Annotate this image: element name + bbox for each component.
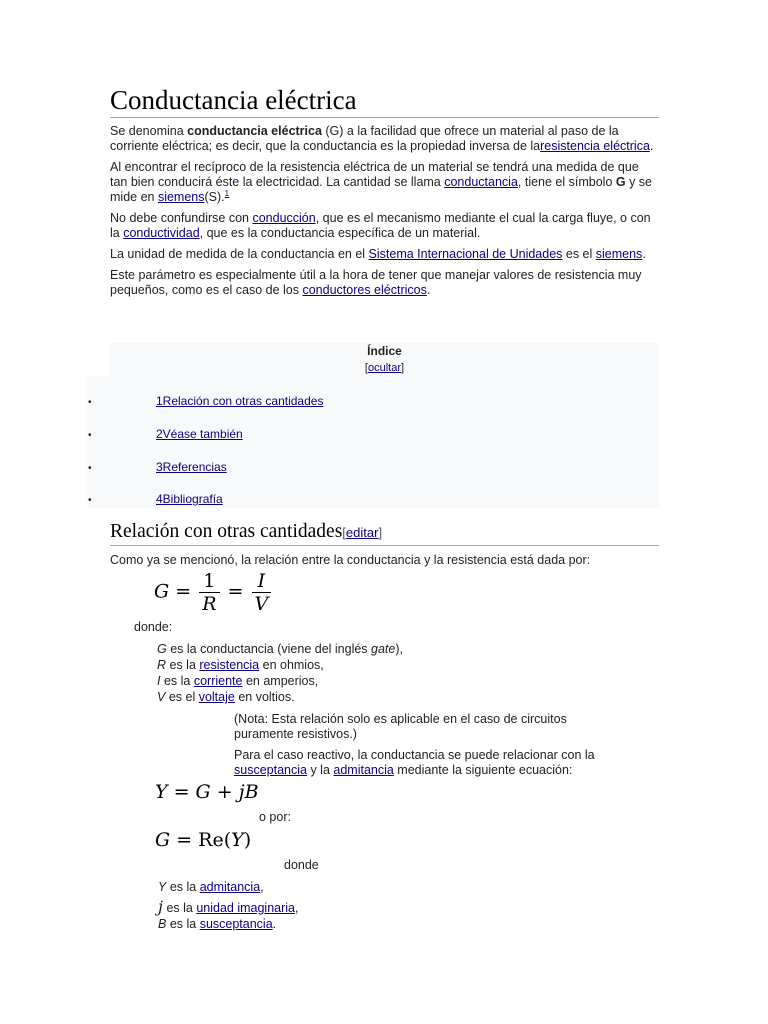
text: (G) a la facilidad que ofrece un material al paso de la corriente eléctrica; es decir, que la conductancia es la propiedad inversa de la [110, 124, 619, 153]
section-intro: Como ya se mencionó, la relación entre la conductancia y la resistencia está dada por: [110, 553, 591, 567]
footnote-link[interactable]: 1 [224, 188, 230, 198]
toc-hide-link[interactable]: ocultar [367, 362, 402, 374]
bracket: [ [364, 362, 368, 374]
link-conductancia[interactable]: conductancia [444, 175, 518, 189]
denominator: R [202, 593, 217, 615]
text: Al encontrar el recíproco de la resistencia eléctrica de un material se tendrá una medida de que tan bien conducirá éste la electricidad. La cantidad se llama [110, 160, 639, 189]
text: es la [166, 658, 200, 672]
edit-link[interactable]: editar [345, 525, 379, 540]
math-symbol: Y [231, 829, 244, 851]
toc-item-bibliografia[interactable]: 4Bibliografía [156, 492, 223, 506]
symbol: Y [158, 880, 167, 894]
text: No debe confundirse con [110, 211, 253, 225]
bracket: [ [342, 525, 346, 540]
text: es la [166, 917, 200, 931]
text: es el [165, 690, 199, 704]
link-voltaje[interactable]: voltaje [198, 690, 235, 704]
note-resistive: (Nota: Esta relación solo es aplicable en el caso de circuitos puramente resistivos.) [234, 712, 567, 741]
formula-admittance: Y = G + jB [155, 781, 259, 803]
reactive-paragraph [234, 748, 618, 778]
list-bullet: • [88, 397, 92, 408]
text: es el [562, 247, 596, 261]
math-symbol: G [154, 580, 170, 603]
bracket: ] [378, 525, 383, 540]
symbol: I [157, 674, 161, 688]
section-heading [110, 520, 659, 546]
numerator: 1 [199, 570, 219, 593]
link-corriente[interactable]: corriente [193, 674, 243, 688]
definition-i [157, 674, 617, 689]
math-operator: = [221, 580, 250, 603]
link-resistencia-electrica[interactable]: resistencia eléctrica [540, 139, 650, 153]
math-symbol: G [155, 829, 171, 851]
definitions-list-2 [158, 880, 558, 932]
text: ), [395, 642, 404, 656]
italic-term: gate [371, 642, 396, 656]
formula-conductance [154, 570, 273, 615]
link-susceptancia-2[interactable]: susceptancia [199, 917, 273, 931]
link-admitancia-2[interactable]: admitancia [199, 880, 261, 894]
toc-item-referencias[interactable]: 3Referencias [156, 460, 227, 474]
link-unidad-imaginaria[interactable]: unidad imaginaria [196, 901, 296, 915]
link-conduccion[interactable]: conducción [252, 211, 316, 225]
list-bullet: • [88, 463, 92, 474]
list-bullet: • [88, 495, 92, 506]
math-operator: ) [243, 829, 252, 851]
symbol: V [157, 690, 166, 704]
text: Se denomina [110, 124, 188, 138]
bracket: ] [401, 362, 405, 374]
link-conductores-electricos[interactable]: conductores eléctricos [302, 283, 427, 297]
text: (S). [204, 190, 225, 204]
fraction-i-over-v [252, 570, 272, 615]
text: . [642, 247, 646, 261]
link-resistencia[interactable]: resistencia [199, 658, 260, 672]
section-edit [342, 525, 382, 540]
section-title: Relación con otras cantidades [110, 521, 343, 542]
symbol: B [158, 917, 167, 931]
text: es la conductancia (viene del inglés [166, 642, 372, 656]
text: Este parámetro es especialmente útil a la hora de tener que manejar valores de resistencia muy pequeños, como es el caso de los [110, 268, 642, 297]
text: en ohmios, [259, 658, 324, 672]
text: en amperios, [242, 674, 319, 688]
text: es la [160, 674, 194, 688]
numerator: I [252, 570, 272, 593]
toc-toggle [110, 361, 659, 376]
symbol: R [157, 658, 167, 672]
toc-item-relacion[interactable]: 1Relación con otras cantidades [156, 394, 324, 408]
text: La unidad de medida de la conductancia en el [110, 247, 369, 261]
denominator: V [254, 593, 269, 615]
text: . [649, 139, 654, 153]
definition-v [157, 690, 617, 705]
definition-y [158, 880, 558, 895]
definition-g [157, 642, 617, 657]
text: y se mide en [110, 175, 653, 204]
intro-paragraph-2 [110, 160, 659, 205]
text: Para el caso reactivo, la conductancia se puede relacionar con la [234, 748, 595, 762]
article-body [110, 84, 659, 298]
bold-symbol: G [615, 175, 626, 189]
table-of-contents [110, 343, 659, 508]
donde-label-2: donde [284, 858, 319, 872]
link-conductividad[interactable]: conductividad [123, 226, 200, 240]
text: , que es el mecanismo mediante el cual la carga fluye, o con la [110, 211, 651, 240]
link-admitancia[interactable]: admitancia [333, 763, 394, 777]
link-susceptancia[interactable]: susceptancia [234, 763, 307, 777]
text: . [426, 283, 431, 297]
definition-r [157, 658, 617, 673]
intro-paragraph-4 [110, 247, 659, 262]
text: . [272, 917, 277, 931]
intro-paragraph-5 [110, 268, 659, 298]
link-siemens[interactable]: siemens [157, 190, 205, 204]
fraction-1-over-r [199, 570, 219, 615]
o-por-label: o por: [259, 810, 291, 824]
list-bullet: • [88, 430, 92, 441]
text: mediante la siguiente ecuación: [393, 763, 573, 777]
donde-label: donde: [134, 620, 173, 634]
intro-paragraph-3 [110, 211, 659, 241]
text: , [295, 901, 299, 915]
text: , [260, 880, 264, 894]
text: es la [166, 880, 200, 894]
symbol: j [158, 897, 163, 916]
intro-paragraph-1 [110, 124, 659, 154]
link-siemens-2[interactable]: siemens [595, 247, 643, 261]
math-operator: = [169, 580, 198, 603]
math-operator: = Re( [170, 829, 232, 851]
definition-b [158, 917, 558, 932]
bold-term: conductancia eléctrica [187, 124, 322, 138]
toc-title: Índice [367, 344, 402, 358]
text: , que es la conductancia específica de un material. [199, 226, 481, 240]
link-sistema-internacional[interactable]: Sistema Internacional de Unidades [368, 247, 563, 261]
text: es la [162, 901, 197, 915]
definitions-list [157, 642, 617, 705]
definition-j [158, 899, 558, 916]
text: en voltios. [234, 690, 295, 704]
toc-item-vease[interactable]: 2Véase también [156, 427, 243, 441]
text: , tiene el símbolo [517, 175, 616, 189]
page-title: Conductancia eléctrica [110, 84, 659, 118]
symbol: G [157, 642, 167, 656]
text: y la [306, 763, 334, 777]
formula-real-part [155, 829, 251, 851]
